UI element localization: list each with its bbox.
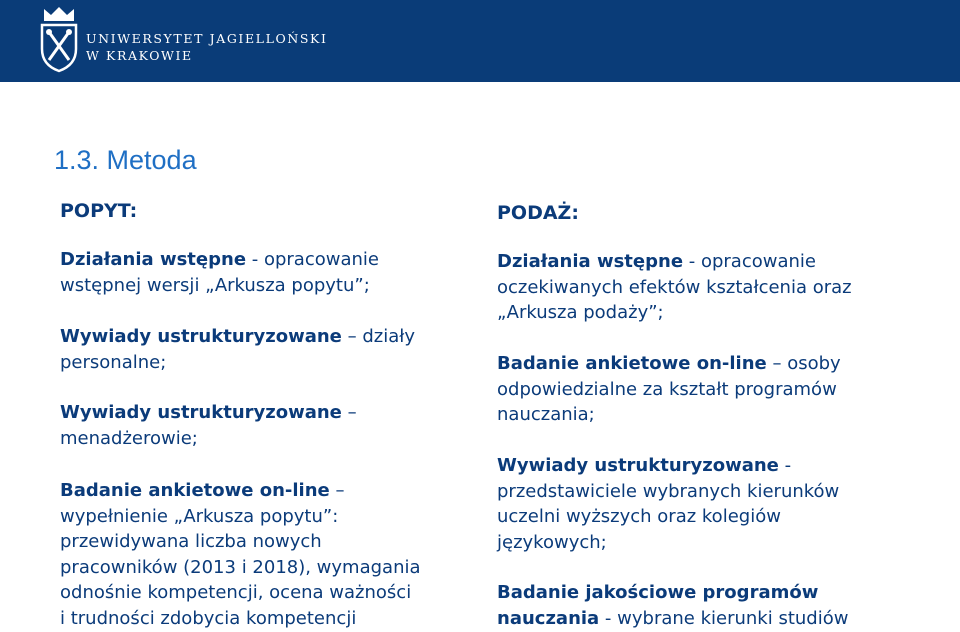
popyt-p4-line2: wypełnienie „Arkusza popytu”: — [60, 505, 339, 527]
popyt-p4-line5: odnośnie kompetencji, ocena ważności — [60, 582, 412, 603]
podaz-paragraph-3 — [497, 453, 902, 555]
podaz-heading: PODAŻ: — [497, 202, 579, 224]
popyt-p3-line1: – — [341, 402, 357, 423]
popyt-p4-line4: pracowników (2013 i 2018), wymagania — [60, 556, 421, 578]
popyt-p4-line6: i trudności zdobycia kompetencji — [60, 607, 357, 629]
header-bar — [0, 0, 960, 82]
university-crest-icon — [38, 5, 80, 73]
popyt-p1-bold: Działania wstępne — [60, 249, 247, 270]
university-name-line1: UNIWERSYTET JAGIELLOŃSKI — [86, 31, 328, 46]
podaz-p1-line2: oczekiwanych efektów kształcenia oraz — [497, 276, 852, 298]
podaz-p2-line1: – osoby — [766, 353, 841, 374]
popyt-p3-line2: menadżerowie; — [60, 427, 198, 449]
popyt-paragraph-2 — [60, 324, 450, 375]
popyt-p3-bold: Wywiady ustrukturyzowane — [60, 402, 342, 423]
university-name-line2: W KRAKOWIE — [86, 48, 193, 63]
popyt-p2-bold: Wywiady ustrukturyzowane — [60, 326, 342, 347]
university-name — [86, 30, 328, 64]
podaz-p4-line2: - wybrane kierunki studiów — [599, 607, 849, 629]
popyt-heading: POPYT: — [60, 200, 138, 222]
podaz-p2-bold: Badanie ankietowe on-line — [497, 353, 767, 374]
podaz-paragraph-4 — [497, 580, 902, 631]
podaz-p3-bold: Wywiady ustrukturyzowane — [497, 455, 779, 476]
podaz-paragraph-1 — [497, 249, 902, 326]
podaz-p2-line2: odpowiedzialne za kształt programów — [497, 378, 837, 400]
popyt-p2-line2: personalne; — [60, 351, 167, 373]
popyt-p4-line1: – — [329, 480, 345, 501]
popyt-paragraph-1 — [60, 247, 450, 298]
podaz-p3-line4: językowych; — [497, 531, 607, 553]
popyt-p4-bold: Badanie ankietowe on-line — [60, 480, 330, 501]
podaz-p1-line3: „Arkusza podaży”; — [497, 302, 664, 323]
podaz-p1-bold: Działania wstępne — [497, 251, 684, 272]
podaz-p3-line3: uczelni wyższych oraz kolegiów — [497, 506, 781, 527]
popyt-p1-line2: wstępnej wersji „Arkusza popytu”; — [60, 274, 370, 296]
popyt-paragraph-3 — [60, 400, 450, 451]
podaz-p4-bold-line1: Badanie jakościowe programów — [497, 582, 819, 603]
popyt-p1-line1: - opracowanie — [246, 249, 379, 270]
popyt-p4-line3: przewidywana liczba nowych — [60, 531, 322, 552]
section-title: 1.3. Metoda — [54, 145, 197, 175]
podaz-p1-line1: - opracowanie — [683, 251, 816, 272]
popyt-p2-line1: – działy — [341, 326, 416, 347]
podaz-paragraph-2 — [497, 351, 902, 428]
podaz-p3-line1: - — [778, 455, 792, 476]
podaz-p3-line2: przedstawiciele wybranych kierunków — [497, 480, 840, 502]
popyt-paragraph-4 — [60, 478, 450, 631]
podaz-p4-bold-line2: nauczania — [497, 607, 600, 629]
podaz-p2-line3: nauczania; — [497, 404, 595, 425]
